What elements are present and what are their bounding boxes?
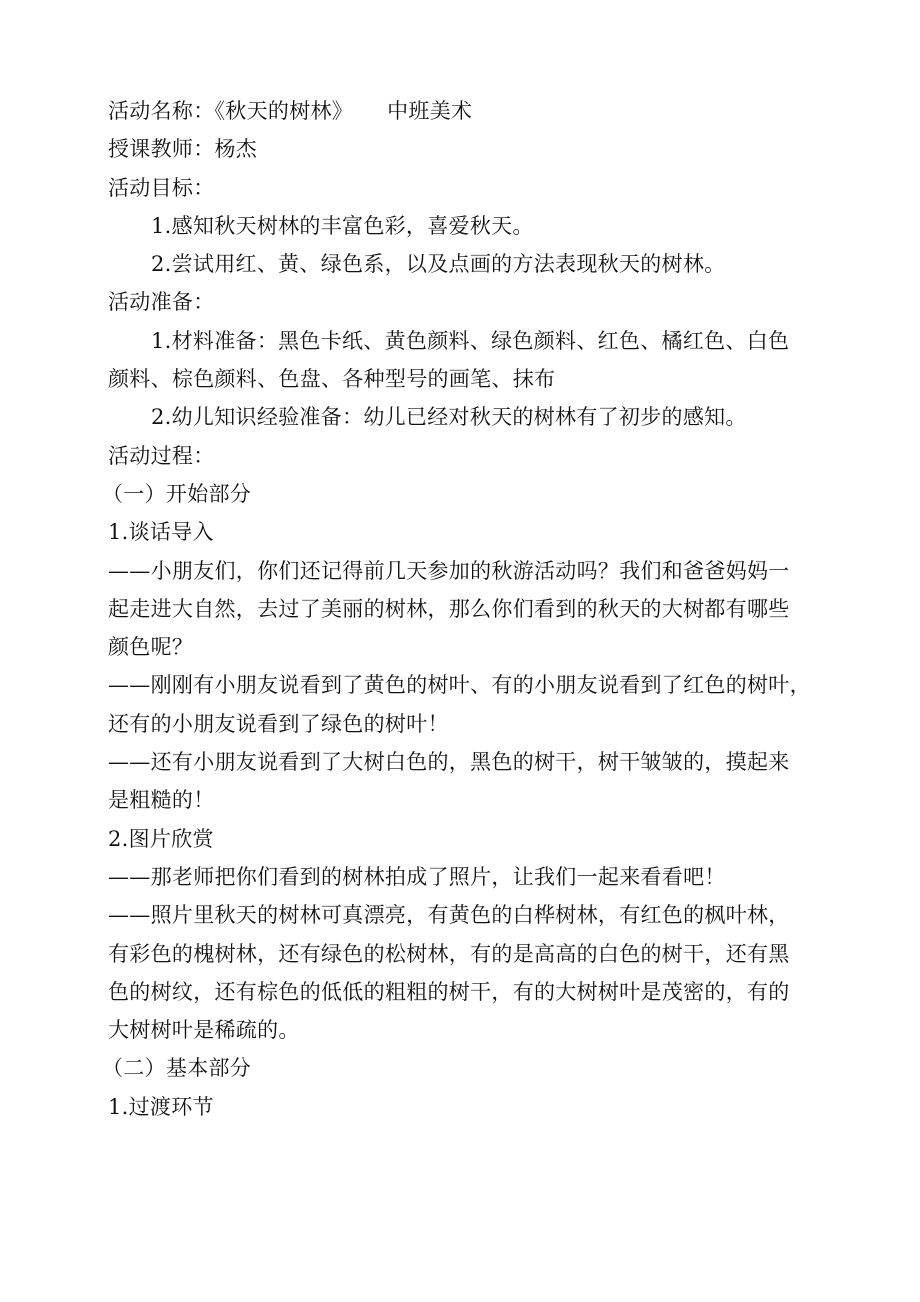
part1-heading: （一）开始部分 [102, 481, 252, 506]
step3-title: 1.过渡环节 [108, 1094, 214, 1119]
goals-heading: 活动目标： [108, 175, 215, 200]
dialogue-line: ——那老师把你们看到的树林拍成了照片，让我们一起来看看吧！ [108, 864, 726, 889]
dialogue-line: 颜色呢？ [108, 635, 194, 660]
dialogue-line: ——照片里秋天的树林可真漂亮，有黄色的白桦树林，有红色的枫叶林， [108, 903, 790, 928]
lesson-plan-body [102, 92, 811, 1126]
dialogue-line: 有彩色的槐树林，还有绿色的松树林，有的是高高的白色的树干，还有黑 [108, 941, 790, 966]
material-preparation-continued: 颜料、棕色颜料、色盘、各种型号的画笔、抹布 [108, 367, 556, 392]
dialogue-line: ——还有小朋友说看到了大树白色的，黑色的树干，树干皱皱的，摸起来 [108, 750, 790, 775]
material-preparation: 1.材料准备：黑色卡纸、黄色颜料、绿色颜料、红色、橘红色、白色 [151, 328, 790, 353]
dialogue-line: 还有的小朋友说看到了绿色的树叶！ [108, 711, 449, 736]
dialogue-line: 是粗糙的！ [108, 788, 215, 813]
activity-name-line [108, 92, 808, 130]
dialogue-line: 大树树叶是稀疏的。 [108, 1018, 300, 1043]
part2-heading: （二）基本部分 [102, 1056, 252, 1081]
teacher-line: 授课教师：杨杰 [108, 137, 258, 162]
step2-title: 2.图片欣赏 [108, 826, 214, 851]
knowledge-preparation: 2.幼儿知识经验准备：幼儿已经对秋天的树林有了初步的感知。 [151, 405, 747, 430]
class-subject: 中班美术 [387, 99, 473, 123]
step1-title: 1.谈话导入 [108, 520, 214, 545]
dialogue-line: 色的树纹，还有棕色的低低的粗粗的树干，有的大树树叶是茂密的，有的 [108, 979, 790, 1004]
dialogue-line: ——刚刚有小朋友说看到了黄色的树叶、有的小朋友说看到了红色的树叶， [108, 673, 811, 698]
dialogue-line: 起走进大自然，去过了美丽的树林，那么你们看到的秋天的大树都有哪些 [108, 596, 790, 621]
preparation-heading: 活动准备： [108, 290, 215, 315]
activity-name: 活动名称：《秋天的树林》 [108, 99, 354, 123]
goal-item: 1.感知秋天树林的丰富色彩，喜爱秋天。 [151, 213, 534, 238]
goal-item: 2.尝试用红、黄、绿色系，以及点画的方法表现秋天的树林。 [151, 252, 726, 277]
process-heading: 活动过程： [108, 443, 215, 468]
dialogue-line: ——小朋友们，你们还记得前几天参加的秋游活动吗？我们和爸爸妈妈一 [108, 558, 790, 583]
